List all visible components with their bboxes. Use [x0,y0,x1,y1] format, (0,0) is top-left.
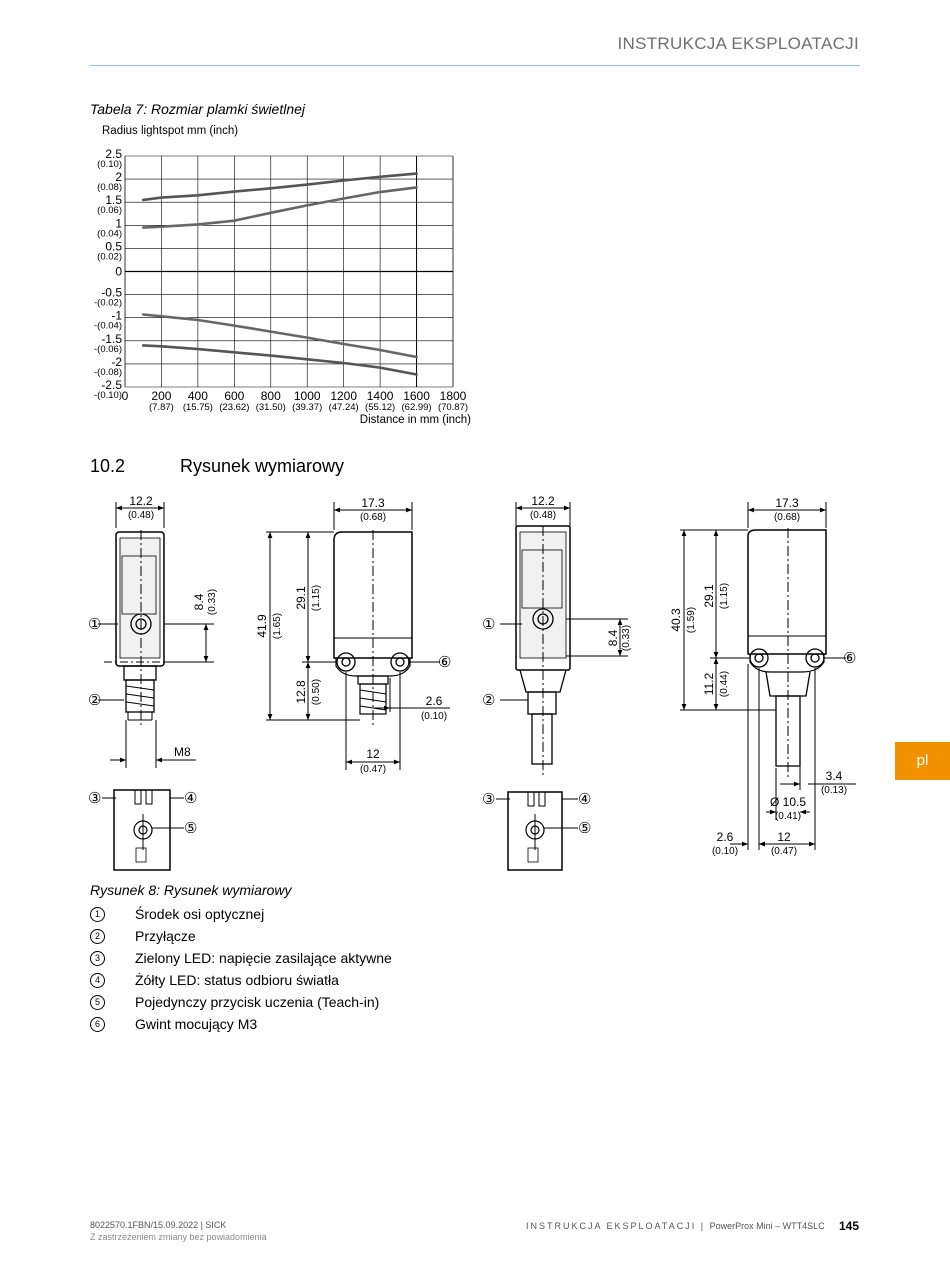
v2-upper-in: (1.15) [311,584,322,612]
legend-marker: 3 [90,951,105,966]
v4-upper: 29.1 [702,584,716,608]
chart-y-tick-label: 0.5 [105,239,122,254]
chart-grid [125,156,453,387]
chart-y-tick-label: -0.5 [101,285,122,300]
chart-x-tick-label: 1800 [439,389,467,403]
chart-x-tick-sublabel: (7.87) [149,402,174,413]
v2-spacing-in: (0.47) [359,764,387,775]
chart-series [143,174,416,375]
v4-callout-6: ⑥ [843,650,857,667]
v3-callout-2: ② [482,692,496,709]
section-title: Rysunek wymiarowy [180,456,345,476]
chart-y-tick-label: -2 [111,354,122,369]
figure-caption: Rysunek 8: Rysunek wymiarowy [90,882,292,898]
v4-lower: 11.2 [702,672,716,696]
v3-callout-5: ⑤ [578,820,592,837]
chart-series-line [143,187,416,227]
v2-spacing: 12 [366,747,380,761]
header-title: INSTRUKCJA EKSPLOATACJI [617,34,859,53]
legend-marker: 6 [90,1017,105,1032]
chart-x-tick-label: 1600 [403,389,430,403]
legend-text: Przyłącze [135,928,196,944]
chart-y-tick-label: 2.5 [105,147,122,161]
v2-lower-in: (0.50) [311,678,322,706]
view-front-m8 [98,502,214,768]
chart-x-tick-sublabel: (47.24) [328,402,359,413]
chart-y-tick-sublabel: -(0.02) [94,297,122,309]
v1-width: 12.2 [129,494,153,508]
v1-thread: M8 [174,745,191,759]
chart-x-tick-label: 600 [224,389,245,403]
v4-width: 17.3 [775,496,799,510]
lightspot-chart [85,122,485,432]
v3-callout-4: ④ [578,791,592,808]
footer-manual-info [526,1221,825,1231]
chart-x-tick-label: 1400 [366,389,394,403]
v4-cable-in: (0.13) [820,785,848,796]
table-caption: Tabela 7: Rozmiar plamki świetlnej [90,101,306,117]
chart-y-tick-label: -2.5 [101,378,122,392]
chart-x-tick-label: 200 [151,389,172,403]
v4-spacing: 12 [777,830,791,844]
page-number: 145 [838,1219,859,1233]
chart-y-tick-sublabel: (0.08) [97,182,122,194]
v2-total: 41.9 [255,614,269,638]
chart-y-tick-sublabel: (0.02) [97,251,122,263]
v3-callout-3: ③ [482,791,496,808]
legend-text: Pojedynczy przycisk uczenia (Teach-in) [135,994,380,1010]
v4-offset: 2.6 [716,830,734,844]
v3-callout-1: ① [482,616,496,633]
chart-ylabel: Radius lightspot mm (inch) [102,125,239,137]
legend-text: Żółty LED: status odbioru światła [135,972,339,988]
v1-width-in: (0.48) [127,510,155,521]
v4-total-in: (1.59) [686,606,697,634]
v4-spacing-in: (0.47) [770,846,798,857]
footer-doc-info [90,1220,267,1242]
view-side-m8 [266,502,450,770]
chart-series-line [143,315,416,358]
chart-x-tick-label: 1200 [330,389,358,403]
v1-height-in: (0.33) [207,588,218,616]
v4-diameter: Ø 10.5 [769,795,807,809]
footer-manual-title: INSTRUKCJA EKSPLOATACJI | [526,1221,706,1231]
v2-offset-in: (0.10) [420,711,448,722]
chart-y-tick-sublabel: -(0.06) [94,343,122,355]
chart-x-tick-sublabel: (15.75) [182,402,213,413]
chart-y-tick-label: 1 [115,216,122,231]
chart-y-tick-sublabel: (0.10) [97,159,122,170]
chart-y-tick-label: 0 [115,264,122,279]
footer-product: PowerProx Mini – WTT4SLC [709,1221,825,1231]
legend-text: Zielony LED: napięcie zasilające aktywne [135,950,392,966]
legend-marker: 1 [90,907,105,922]
v2-width-in: (0.68) [359,512,387,523]
v4-total: 40.3 [669,608,683,632]
chart-x-tick-label: 1000 [293,389,321,403]
header-divider [90,65,860,66]
v3-height: 8.4 [606,629,620,647]
v4-width-in: (0.68) [773,512,801,523]
chart-series-line [143,174,416,200]
language-tab[interactable]: pl [895,742,950,780]
legend-marker: 2 [90,929,105,944]
chart-x-tick-sublabel: (70.87) [437,402,469,413]
view-bottom-m8 [102,790,184,870]
v2-total-in: (1.65) [272,612,283,640]
footer-doc-number: 8022570.1FBN/15.09.2022 | SICK [90,1220,227,1230]
legend-marker: 4 [90,973,105,988]
chart-x-tick-label: 400 [187,389,208,403]
chart-y-tick-sublabel: -(0.10) [94,390,122,401]
v2-width: 17.3 [361,496,385,510]
chart-y-tick-label: 2 [115,170,122,185]
chart-x-tick-sublabel: (23.62) [219,402,250,413]
view-bottom-cable [496,792,578,870]
chart-y-tick-sublabel: (0.04) [97,228,122,240]
chart-xlabel: Distance in mm (inch) [359,414,471,426]
chart-x-tick-sublabel: (62.99) [401,402,432,413]
v4-diameter-in: (0.41) [774,811,802,822]
chart-x-tick-sublabel: (31.50) [255,402,286,413]
chart-y-tick-label: -1 [111,308,122,323]
chart-y-ticks [94,147,122,401]
chart-y-tick-sublabel: -(0.08) [94,366,122,378]
chart-x-tick-label: 800 [260,389,281,403]
v2-upper: 29.1 [294,586,308,610]
v2-lower: 12.8 [294,680,308,704]
section-number: 10.2 [90,456,126,476]
v4-offset-in: (0.10) [711,846,739,857]
chart-x-tick-sublabel: (39.37) [292,402,323,413]
chart-y-tick-sublabel: -(0.04) [94,320,122,332]
v1-callout-2: ② [88,692,102,709]
chart-y-tick-sublabel: (0.06) [97,205,122,217]
legend-marker: 5 [90,995,105,1010]
v1-callout-1: ① [88,616,102,633]
chart-y-tick-label: 1.5 [105,193,122,208]
chart-x-tick-sublabel: (55.12) [365,402,396,413]
v4-cable: 3.4 [825,769,843,783]
v1-callout-4: ④ [184,790,198,807]
footer-notice: Z zastrzeżeniem zmiany bez powiadomienia [90,1232,267,1242]
v3-height-in: (0.33) [621,624,632,652]
v1-callout-5: ⑤ [184,820,198,837]
v1-callout-3: ③ [88,790,102,807]
v4-upper-in: (1.15) [719,582,730,610]
v3-width-in: (0.48) [529,510,557,521]
dimensional-drawing [80,488,880,878]
v3-width: 12.2 [531,494,555,508]
v2-offset: 2.6 [425,694,443,708]
legend-text: Gwint mocujący M3 [135,1016,258,1032]
v1-height: 8.4 [192,593,206,611]
chart-x-ticks [122,389,468,413]
v4-lower-in: (0.44) [719,670,730,698]
chart-y-tick-label: -1.5 [101,331,122,346]
v2-callout-6: ⑥ [438,654,452,671]
chart-x-tick-label: 0 [121,389,129,403]
legend-text: Środek osi optycznej [135,906,265,922]
